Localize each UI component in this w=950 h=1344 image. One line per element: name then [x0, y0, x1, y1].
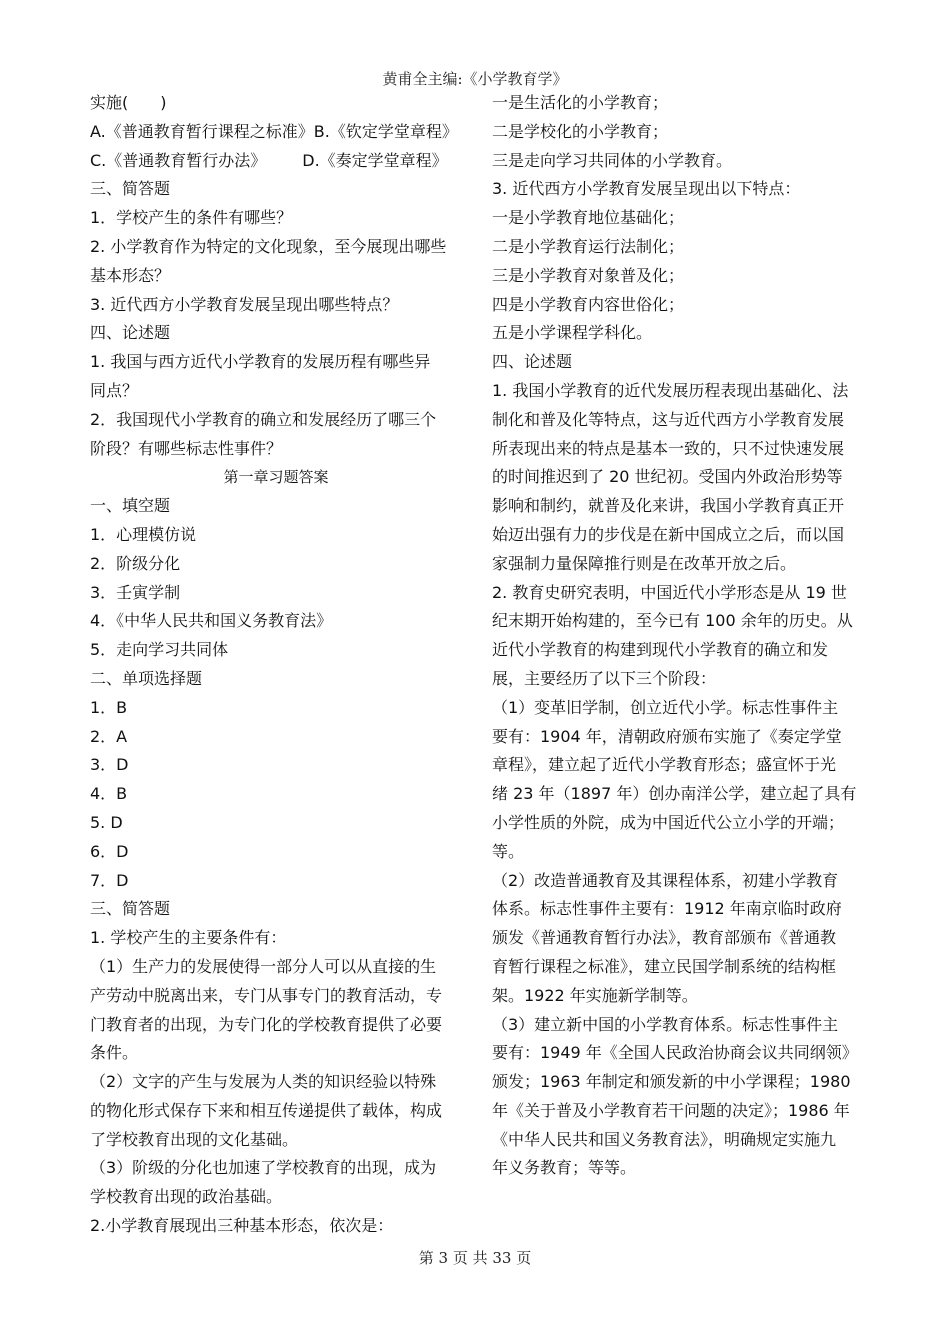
answer-line: 要有：1949 年《全国人民政治协商会议共同纲领》 [492, 1043, 858, 1063]
answer-line: 绪 23 年（1897 年）创办南洋公学，建立起了具有 [492, 784, 857, 804]
answer-line: 2.小学教育展现出三种基本形态，依次是： [90, 1216, 394, 1236]
answer-line: 学校教育出现的政治基础。 [90, 1187, 283, 1207]
answer-line: 的时间推迟到了 20 世纪初。受国内外政治形势等 [492, 467, 843, 487]
answer-line: 家强制力量保障推行则是在改革开放之后。 [492, 553, 797, 573]
answer-line: 纪末期开始构建的，至今已有 100 余年的历史。从 [492, 611, 853, 631]
answer-line: 7．D [90, 870, 129, 890]
answer-line: 展，主要经历了以下三个阶段： [492, 668, 717, 688]
section-heading: 四、论述题 [90, 323, 171, 343]
answer-line: 年义务教育；等等。 [492, 1158, 637, 1178]
answer-line: 四是小学教育内容世俗化； [492, 294, 685, 314]
answer-line: 年《关于普及小学教育若干问题的决定》；1986 年 [492, 1100, 850, 1120]
answer-line: 制化和普及化等特点，这与近代西方小学教育发展 [492, 409, 845, 429]
answer-line: 二是小学教育运行法制化； [492, 236, 685, 256]
answer-line: 章程》，建立起了近代小学教育形态；盛宣怀于光 [492, 755, 837, 775]
answer-line: 三是走向学习共同体的小学教育。 [492, 150, 733, 170]
answer-line: 4．《中华人民共和国义务教育法》 [90, 611, 333, 631]
answer-line: 体系。标志性事件主要有：1912 年南京临时政府 [492, 899, 842, 919]
answer-line: 1．心理模仿说 [90, 524, 197, 544]
text-line: A.《普通教育暂行课程之标准》B.《钦定学堂章程》 [90, 121, 458, 141]
question-line: 1. 我国与西方近代小学教育的发展历程有哪些异 [90, 352, 431, 372]
answer-line: 3．壬寅学制 [90, 582, 181, 602]
answer-line: （2）改造普通教育及其课程体系，初建小学教育 [492, 870, 839, 890]
answer-line: 小学性质的外院，成为中国近代公立小学的开端； [492, 812, 845, 832]
answer-line: 《中华人民共和国义务教育法》，明确规定实施九 [492, 1129, 837, 1149]
option-c: C.《普通教育暂行办法》 [90, 150, 267, 170]
answers-title: 第一章习题答案 [223, 468, 329, 487]
question-line: 3. 近代西方小学教育发展呈现出哪些特点？ [90, 294, 399, 314]
answer-line: 3．D [90, 755, 129, 775]
answer-line: 颁发；1963 年制定和颁发新的中小学课程；1980 [492, 1072, 851, 1092]
answer-line: 2. 教育史研究表明，中国近代小学形态是从 19 世 [492, 582, 847, 602]
answer-line: 五是小学课程学科化。 [492, 323, 653, 343]
section-heading: 二、单项选择题 [90, 668, 203, 688]
question-line: 同点？ [90, 380, 139, 400]
page-header: 黄甫全主编:《小学教育学》 [382, 70, 568, 88]
question-line: 2. 小学教育作为特定的文化现象，至今展现出哪些 [90, 236, 447, 256]
answer-line: 三是小学教育对象普及化； [492, 265, 685, 285]
answer-line: 影响和制约，就普及化来讲，我国小学教育真正开 [492, 496, 845, 516]
question-line: 1．学校产生的条件有哪些？ [90, 208, 293, 228]
left-column [90, 89, 462, 1241]
answer-line: 6．D [90, 841, 129, 861]
answer-line: 5．走向学习共同体 [90, 640, 229, 660]
section-heading: 一、填空题 [90, 496, 171, 516]
options-line [90, 147, 462, 176]
answer-line: （1）生产力的发展使得一部分人可以从直接的生 [90, 956, 437, 976]
answer-line: 2．A [90, 726, 128, 746]
question-line: 阶段？有哪些标志性事件？ [90, 438, 283, 458]
section-heading: 三、简答题 [90, 179, 171, 199]
page-footer: 第 3 页 共 33 页 [418, 1249, 532, 1267]
answer-line: 产劳动中脱离出来，专门从事专门的教育活动，专 [90, 985, 443, 1005]
answer-line: 了学校教育出现的文化基础。 [90, 1129, 299, 1149]
answer-line: 条件。 [90, 1043, 139, 1063]
answer-line: 1．B [90, 697, 128, 717]
answer-line: 要有：1904 年，清朝政府颁布实施了《奏定学堂 [492, 726, 842, 746]
answer-line: 5. D [90, 812, 123, 832]
answer-line: 的物化形式保存下来和相互传递提供了载体，构成 [90, 1100, 443, 1120]
answer-line: 3. 近代西方小学教育发展呈现出以下特点： [492, 179, 801, 199]
answer-line: 二是学校化的小学教育； [492, 121, 669, 141]
answer-line: 颁发《普通教育暂行办法》，教育部颁布《普通教 [492, 928, 837, 948]
section-heading: 三、简答题 [90, 899, 171, 919]
answer-line: 等。 [492, 841, 525, 861]
answer-line: （3）建立新中国的小学教育体系。标志性事件主 [492, 1014, 839, 1034]
section-heading: 四、论述题 [492, 352, 573, 372]
answer-line: （1）变革旧学制，创立近代小学。标志性事件主 [492, 697, 839, 717]
right-column [492, 89, 864, 1183]
answer-line: 一是生活化的小学教育； [492, 93, 669, 112]
answer-line: 2．阶级分化 [90, 553, 181, 573]
answer-line: 所表现出来的特点是基本一致的，只不过快速发展 [492, 438, 845, 458]
answer-line: 门教育者的出现，为专门化的学校教育提供了必要 [90, 1014, 443, 1034]
question-line: 2．我国现代小学教育的确立和发展经历了哪三个 [90, 409, 437, 429]
text-line: 实施( ) [90, 93, 167, 112]
option-d: D.《奏定学堂章程》 [302, 150, 448, 170]
answer-line: 1. 我国小学教育的近代发展历程表现出基础化、法 [492, 380, 849, 400]
answer-line: 育暂行课程之标准》，建立民国学制系统的结构框 [492, 956, 837, 976]
answer-line: 一是小学教育地位基础化； [492, 208, 685, 228]
answer-line: 4．B [90, 784, 128, 804]
question-line: 基本形态？ [90, 265, 171, 285]
answer-line: 1. 学校产生的主要条件有： [90, 928, 287, 948]
answer-line: 近代小学教育的构建到现代小学教育的确立和发 [492, 640, 829, 660]
answer-line: 始迈出强有力的步伐是在新中国成立之后，而以国 [492, 524, 845, 544]
answer-line: （3）阶级的分化也加速了学校教育的出现，成为 [90, 1158, 437, 1178]
answer-line: 架。1922 年实施新学制等。 [492, 985, 698, 1005]
answer-line: （2）文字的产生与发展为人类的知识经验以特殊 [90, 1072, 437, 1092]
